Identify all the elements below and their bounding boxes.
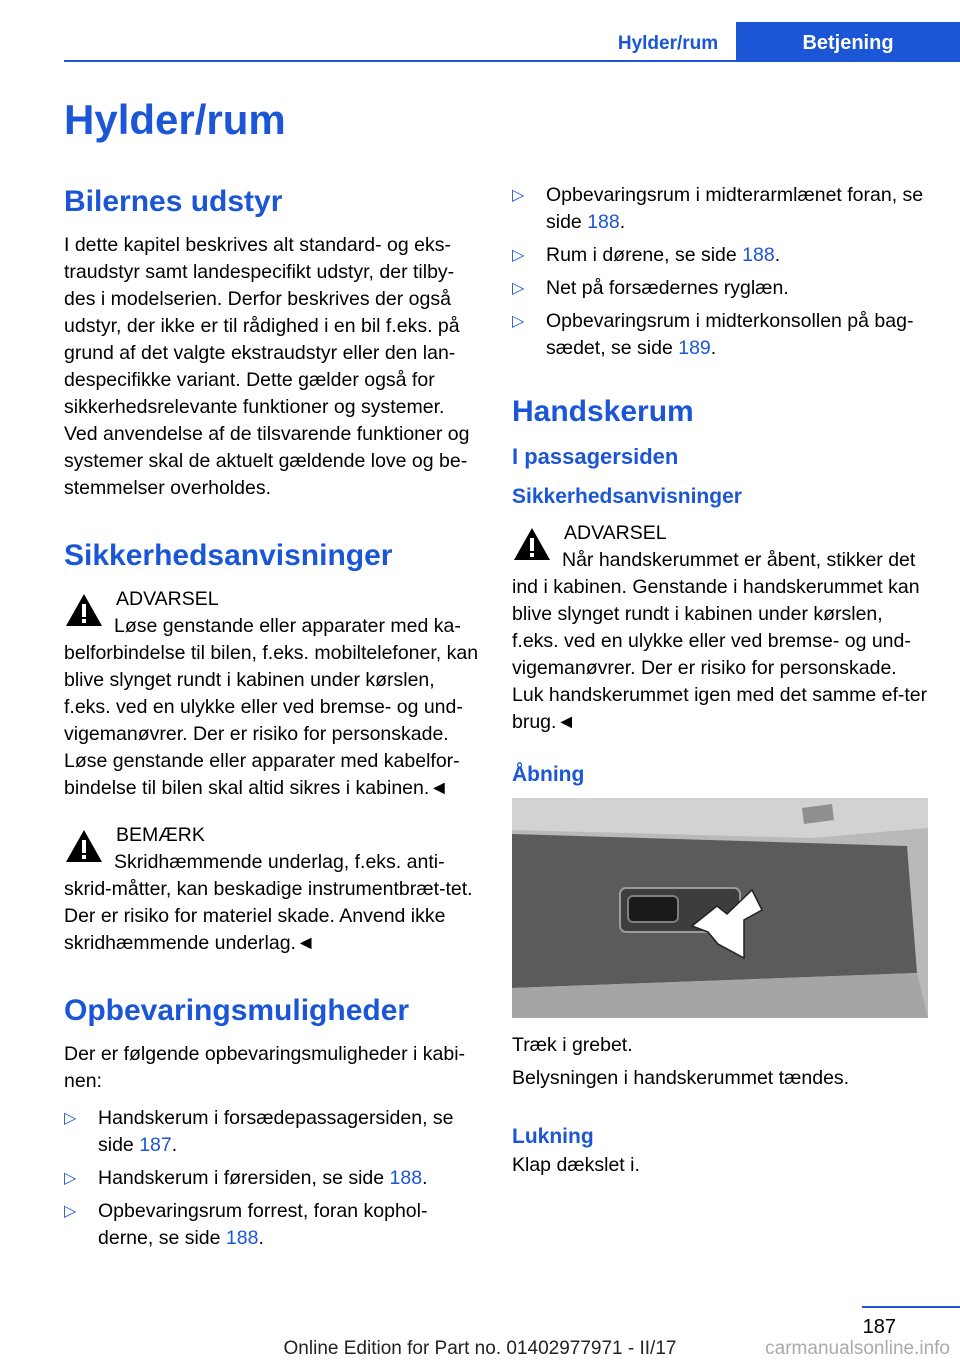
subsubsection-title: Åbning — [512, 763, 585, 786]
left-column — [64, 182, 480, 1258]
body-paragraph: Belysningen i handskerummet tændes. — [512, 1067, 850, 1089]
page-link[interactable]: 188 — [225, 1227, 259, 1249]
warning-body: Når handskerummet er åbent, stikker det ind i kabinen. Genstande i handskerummet kan blive slynget rundt i kabinen under kørslen, f.eks. ved en ulykke eller ved bremse- og und-vigemanøvrer. Der er risiko for personskade. Luk handskerummet igen med det samme ef-ter brug.◄ — [512, 549, 928, 733]
body-paragraph: I dette kapitel beskrives alt standard- og eks-traudstyr samt landespecifikt udstyr, der tilby-des i modelserien. Derfor beskrives der også udstyr, der ikke er til rådighed i en bil f.eks. på grund af det valgte ekstraudstyr eller den lan-despecifikke variant. Dette gælder også for sikkerhedsrelevante funktioner og systemer. Ved anvendelse af de tilsvarende funktioner og systemer skal de aktuelt gældende love og be-stemmelser overholdes. — [64, 234, 470, 499]
notice-body: Skridhæmmende underlag, f.eks. anti-skrid-måtter, kan beskadige instrumentbræt-tet. Der er risiko for materiel skade. Anvend ikke skridhæmmende underlag.◄ — [64, 851, 473, 954]
warning-triangle-icon — [512, 526, 552, 562]
section-title: Sikkerhedsanvisninger — [64, 539, 393, 572]
warning-block — [64, 586, 480, 802]
subsubsection-title: Lukning — [512, 1125, 594, 1148]
page-link[interactable]: 188 — [742, 244, 775, 266]
bullet-triangle-icon: ▷ — [512, 247, 525, 264]
list-item: ▷ Handskerum i forsædepassagersiden, se side 187. — [64, 1107, 454, 1156]
warning-triangle-icon — [64, 828, 104, 864]
storage-list — [64, 1105, 480, 1252]
watermark: carmanualsonline.info — [765, 1338, 950, 1359]
header-chapter-tab: Betjening — [736, 22, 960, 62]
list-item: ▷ Handskerum i førersiden, se side 188. — [64, 1165, 480, 1192]
list-item: ▷ Opbevaringsrum i midterkonsollen på bag-sædet, se side 189. — [512, 310, 914, 359]
page-link[interactable]: 188 — [587, 211, 620, 233]
bullet-triangle-icon: ▷ — [512, 280, 525, 297]
list-item: ▷ Net på forsædernes ryglæn. — [512, 275, 930, 302]
section-title: Bilernes udstyr — [64, 185, 283, 218]
bullet-triangle-icon: ▷ — [64, 1170, 77, 1187]
body-paragraph: Klap dækslet i. — [512, 1154, 640, 1176]
warning-title: ADVARSEL — [116, 588, 219, 610]
warning-block — [512, 520, 930, 736]
section-title: Handskerum — [512, 395, 694, 428]
edition-footer: Online Edition for Part no. 01402977971 - II/17 — [283, 1338, 677, 1359]
warning-triangle-icon — [64, 592, 104, 628]
list-item: ▷ Opbevaringsrum forrest, foran kophol-derne, se side 188. — [64, 1200, 428, 1249]
right-column — [512, 182, 930, 1179]
page-link[interactable]: 188 — [389, 1167, 423, 1189]
page-link[interactable]: 187 — [139, 1134, 172, 1156]
page-number-rule — [862, 1306, 960, 1308]
glovebox-handle-photo — [512, 798, 928, 1018]
subsubsection-title: Sikkerhedsanvisninger — [512, 485, 742, 508]
page-link[interactable]: 189 — [678, 337, 711, 359]
list-item: ▷ Opbevaringsrum i midterarmlænet foran, se side 188. — [512, 184, 924, 233]
bullet-triangle-icon: ▷ — [512, 313, 525, 330]
header-section: Hylder/rum — [617, 33, 719, 54]
bullet-triangle-icon: ▷ — [512, 187, 525, 204]
list-item: ▷ Rum i dørene, se side 188. — [512, 242, 930, 269]
warning-title: ADVARSEL — [564, 522, 667, 544]
body-paragraph: Træk i grebet. — [512, 1034, 633, 1056]
bullet-triangle-icon: ▷ — [64, 1203, 77, 1220]
notice-block — [64, 822, 480, 957]
page-number: 187 — [862, 1316, 896, 1338]
bullet-triangle-icon: ▷ — [64, 1110, 77, 1127]
section-title: Opbevaringsmuligheder — [64, 994, 410, 1027]
page-title: Hylder/rum — [64, 96, 286, 143]
storage-list-continued — [512, 182, 930, 362]
subsection-title: I passagersiden — [512, 444, 679, 469]
body-paragraph: Der er følgende opbevaringsmuligheder i kabi-nen: — [64, 1043, 466, 1092]
warning-body: Løse genstande eller apparater med ka-belforbindelse til bilen, f.eks. mobiltelefoner, kan blive slynget rundt i kabinen under kørslen, f.eks. ved en ulykke eller ved bremse- og und-vigemanøvrer. Der er risiko for personskade. Løse genstande eller apparater med kabelfor-bindelse til bilen skal altid sikres i kabinen.◄ — [64, 615, 479, 799]
notice-title: BEMÆRK — [116, 824, 205, 846]
